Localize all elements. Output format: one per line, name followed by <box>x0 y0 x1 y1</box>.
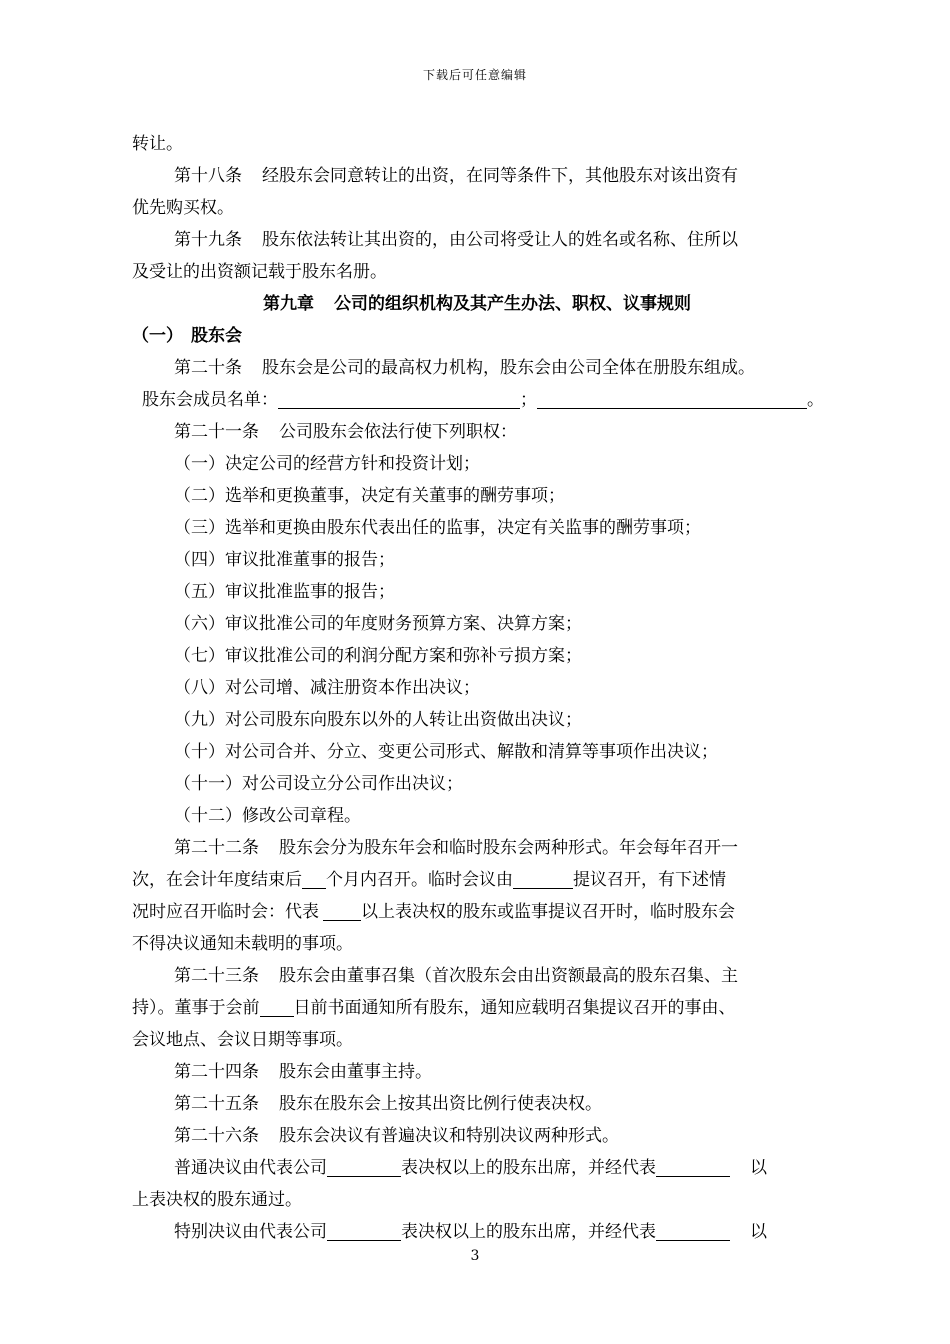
article-text: 股东在股东会上按其出资比例行使表决权。 <box>279 1094 602 1114</box>
article-text: 股东会由董事主持。 <box>279 1062 432 1082</box>
article-23-line-3: 会议地点、会议日期等事项。 <box>132 1030 353 1050</box>
section-heading <box>132 320 822 352</box>
article-22-line-2 <box>132 864 822 896</box>
article-25 <box>132 1088 822 1120</box>
ordinary-resolution <box>132 1152 822 1184</box>
fill-blank <box>537 388 807 409</box>
article-text: 股东会决议有普遍决议和特别决议两种形式。 <box>279 1126 619 1146</box>
text-run: 特别决议由代表公司 <box>174 1222 327 1242</box>
text-run: 表决权以上的股东出席，并经代表 <box>401 1158 656 1178</box>
shareholder-list-label: 股东会成员名单： <box>142 390 278 410</box>
text-run: 个月内召开。临时会议由 <box>326 870 513 890</box>
article-18 <box>132 160 822 192</box>
shareholder-list-line <box>132 384 822 416</box>
list-item: （十二）修改公司章程。 <box>174 806 361 826</box>
chapter-heading <box>132 288 822 320</box>
text-run: 日前书面通知所有股东，通知应载明召集提议召开的事由、 <box>293 998 736 1018</box>
article-number: 第十八条 <box>174 166 242 186</box>
article-number: 第二十条 <box>174 358 242 378</box>
fill-blank <box>278 388 520 409</box>
article-number: 第二十四条 <box>174 1062 259 1082</box>
fill-blank <box>656 1220 730 1241</box>
article-number: 第二十二条 <box>174 838 259 858</box>
page-number: 3 <box>470 1248 480 1264</box>
text-run: 普通决议由代表公司 <box>174 1158 327 1178</box>
list-item: （十）对公司合并、分立、变更公司形式、解散和清算等事项作出决议； <box>174 742 718 762</box>
text-run: 况时应召开临时会：代表 <box>132 902 319 922</box>
text-run: 以上表决权的股东或监事提议召开时，临时股东会 <box>361 902 735 922</box>
article-26 <box>132 1120 822 1152</box>
section-number: （一） <box>132 326 183 346</box>
article-19 <box>132 224 822 256</box>
list-item: （十一）对公司设立分公司作出决议； <box>174 774 463 794</box>
list-item: （二）选举和更换董事，决定有关董事的酬劳事项； <box>174 486 565 506</box>
text-run: 持）。董事于会前 <box>132 998 260 1018</box>
list-item: （九）对公司股东向股东以外的人转让出资做出决议； <box>174 710 582 730</box>
article-23 <box>132 960 822 992</box>
article-text: 经股东会同意转让的出资，在同等条件下，其他股东对该出资有 <box>262 166 738 186</box>
chapter-number: 第九章 <box>263 294 314 314</box>
article-22-line-4: 不得决议通知未载明的事项。 <box>132 934 353 954</box>
list-item: （六）审议批准公司的年度财务预算方案、决算方案； <box>174 614 582 634</box>
article-24 <box>132 1056 822 1088</box>
fill-blank <box>260 996 294 1017</box>
text-run: 以 <box>750 1158 767 1178</box>
special-resolution <box>132 1216 822 1248</box>
list-item: （四）审议批准董事的报告； <box>174 550 395 570</box>
text-run: 提议召开，有下述情 <box>573 870 726 890</box>
article-text: 股东会是公司的最高权力机构，股东会由公司全体在册股东组成。 <box>262 358 755 378</box>
document-body <box>132 128 822 1248</box>
period: 。 <box>807 390 824 410</box>
article-number: 第二十五条 <box>174 1094 259 1114</box>
fill-blank <box>513 868 573 889</box>
article-22-line-3 <box>132 896 822 928</box>
fill-blank <box>327 1156 401 1177</box>
fill-blank <box>327 1220 401 1241</box>
separator: ； <box>520 390 537 410</box>
article-23-line-2 <box>132 992 822 1024</box>
list-item: （七）审议批准公司的利润分配方案和弥补亏损方案； <box>174 646 582 666</box>
article-number: 第十九条 <box>174 230 242 250</box>
article-text: 股东会分为股东年会和临时股东会两种形式。年会每年召开一 <box>279 838 738 858</box>
article-21 <box>132 416 822 448</box>
article-18-continued: 优先购买权。 <box>132 198 234 218</box>
text-run: 表决权以上的股东出席，并经代表 <box>401 1222 656 1242</box>
page-header: 下载后可任意编辑 <box>422 68 527 82</box>
list-item: （一）决定公司的经营方针和投资计划； <box>174 454 480 474</box>
text-run: 以 <box>750 1222 767 1242</box>
text-run: 次，在会计年度结束后 <box>132 870 302 890</box>
paragraph: 转让。 <box>132 134 183 154</box>
article-number: 第二十六条 <box>174 1126 259 1146</box>
ordinary-resolution-continued: 上表决权的股东通过。 <box>132 1190 302 1210</box>
list-item: （八）对公司增、减注册资本作出决议； <box>174 678 480 698</box>
article-text: 股东依法转让其出资的，由公司将受让人的姓名或名称、住所以 <box>262 230 738 250</box>
fill-blank <box>656 1156 730 1177</box>
article-20 <box>132 352 822 384</box>
fill-blank <box>323 900 361 921</box>
section-title: 股东会 <box>191 326 242 346</box>
article-22 <box>132 832 822 864</box>
article-text: 股东会由董事召集（首次股东会由出资额最高的股东召集、主 <box>279 966 738 986</box>
article-number: 第二十三条 <box>174 966 259 986</box>
fill-blank <box>302 868 326 889</box>
article-19-continued: 及受让的出资额记载于股东名册。 <box>132 262 387 282</box>
article-number: 第二十一条 <box>174 422 259 442</box>
list-item: （五）审议批准监事的报告； <box>174 582 395 602</box>
chapter-title: 公司的组织机构及其产生办法、职权、议事规则 <box>334 294 691 314</box>
list-item: （三）选举和更换由股东代表出任的监事，决定有关监事的酬劳事项； <box>174 518 701 538</box>
article-text: 公司股东会依法行使下列职权： <box>279 422 517 442</box>
